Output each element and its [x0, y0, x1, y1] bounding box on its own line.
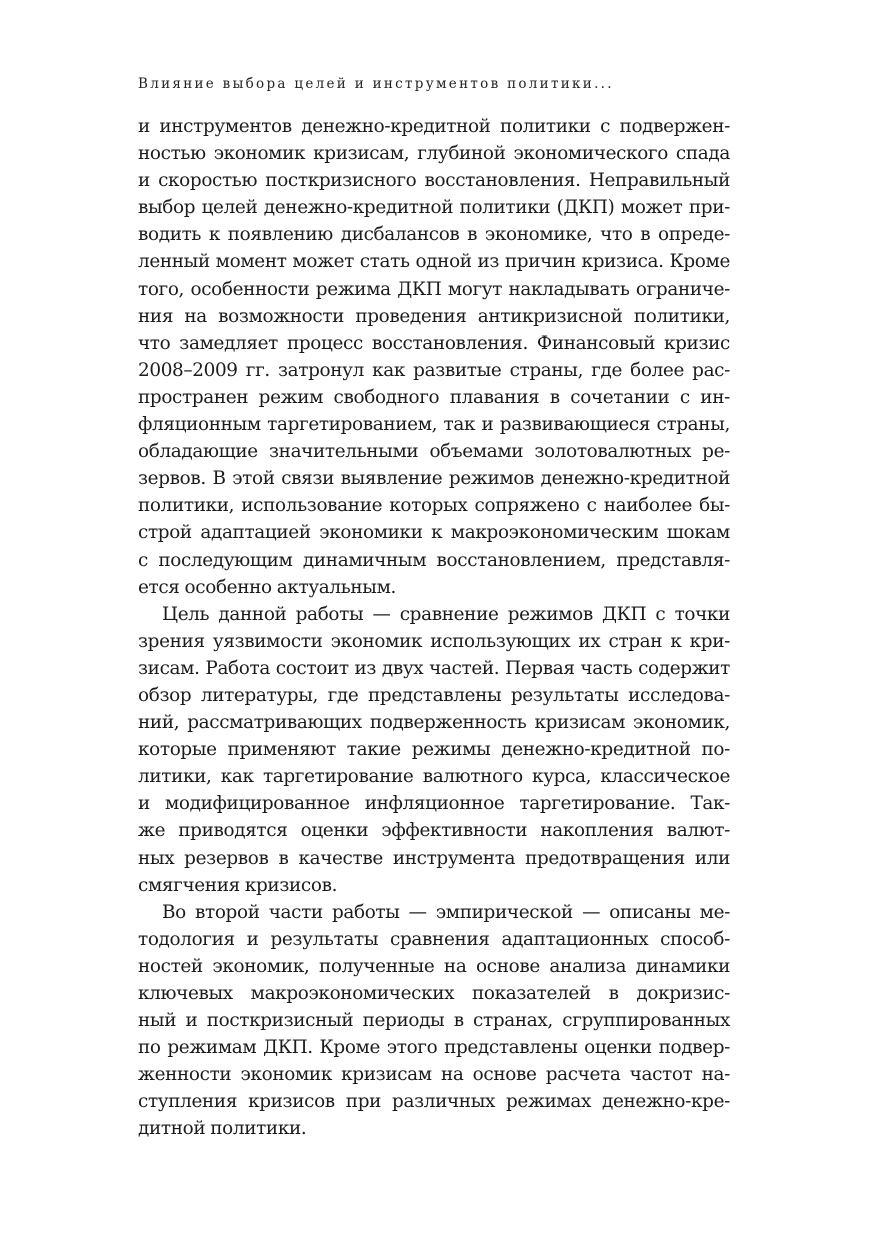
text-line: ных резервов в качестве инструмента предотвращения или	[138, 847, 730, 869]
text-line: 2008–2009 гг. затронул как развитые страны, где более рас-	[138, 359, 730, 381]
paragraph-3	[138, 899, 730, 1143]
text-line: Во второй части работы — эмпирической — описаны ме-	[162, 901, 730, 923]
text-line: зрения уязвимости экономик использующих их стран к кри-	[138, 630, 730, 652]
text-line: того, особенности режима ДКП могут накладывать ограниче-	[138, 278, 730, 300]
text-line: ный и посткризисный периоды в странах, сгруппированных	[138, 1010, 730, 1032]
text-line: по режимам ДКП. Кроме этого представлены оценки подвер-	[138, 1037, 730, 1059]
text-line: обзор литературы, где представлены результаты исследова-	[138, 684, 730, 706]
text-line: выбор целей денежно-кредитной политики (ДКП) может при-	[138, 197, 730, 219]
text-line: Цель данной работы — сравнение режимов ДКП с точки	[162, 603, 730, 625]
text-line: литики, как таргетирование валютного курса, классическое	[138, 766, 730, 788]
text-line: ния на возможности проведения антикризисной политики,	[138, 305, 730, 327]
text-line: строй адаптацией экономики к макроэкономическим шокам	[138, 522, 730, 544]
text-line: ностью экономик кризисам, глубиной экономического спада	[138, 143, 730, 165]
text-line: и инструментов денежно-кредитной политики с подвержен-	[138, 116, 730, 137]
text-line: водить к появлению дисбалансов в экономике, что в опреде-	[138, 224, 730, 246]
text-line: обладающие значительными объемами золотовалютных ре-	[138, 441, 730, 463]
text-line: ступления кризисов при различных режимах денежно-кре-	[138, 1091, 730, 1113]
text-line: политики, использование которых сопряжено с наиболее бы-	[138, 495, 730, 517]
paragraph-1	[138, 113, 730, 601]
text-line: пространен режим свободного плавания в сочетании с ин-	[138, 386, 730, 408]
text-line: ключевых макроэкономических показателей в докризис-	[138, 983, 730, 1004]
text-line: зервов. В этой связи выявление режимов денежно-кредитной	[138, 468, 730, 490]
text-line: фляционным таргетированием, так и развивающиеся страны,	[138, 414, 730, 436]
text-line: дитной политики.	[138, 1118, 307, 1140]
text-line: ленный момент может стать одной из причин кризиса. Кроме	[138, 251, 730, 273]
running-header: Влияние выбора целей и инструментов политики...	[138, 76, 614, 92]
text-line: ностей экономик, полученные на основе анализа динамики	[138, 955, 730, 977]
text-line: зисам. Работа состоит из двух частей. Первая часть содержит	[138, 657, 730, 679]
body-text	[138, 113, 730, 1143]
text-line: и скоростью посткризисного восстановления. Неправильный	[138, 170, 730, 192]
text-line: с последующим динамичным восстановлением, представля-	[138, 549, 730, 571]
text-line: женности экономик кризисам на основе расчета частот на-	[138, 1064, 730, 1086]
text-line: ется особенно актуальным.	[138, 576, 397, 598]
text-line: же приводятся оценки эффективности накопления валют-	[138, 820, 730, 842]
text-line: ний, рассматривающих подверженность кризисам экономик,	[138, 712, 730, 734]
text-line: и модифицированное инфляционное таргетирование. Так-	[138, 793, 730, 815]
text-line: смягчения кризисов.	[138, 874, 338, 896]
paragraph-2	[138, 601, 730, 899]
text-line: что замедляет процесс восстановления. Финансовый кризис	[138, 332, 730, 354]
text-line: тодология и результаты сравнения адаптационных способ-	[138, 928, 730, 950]
text-line: которые применяют такие режимы денежно-кредитной по-	[138, 739, 730, 761]
